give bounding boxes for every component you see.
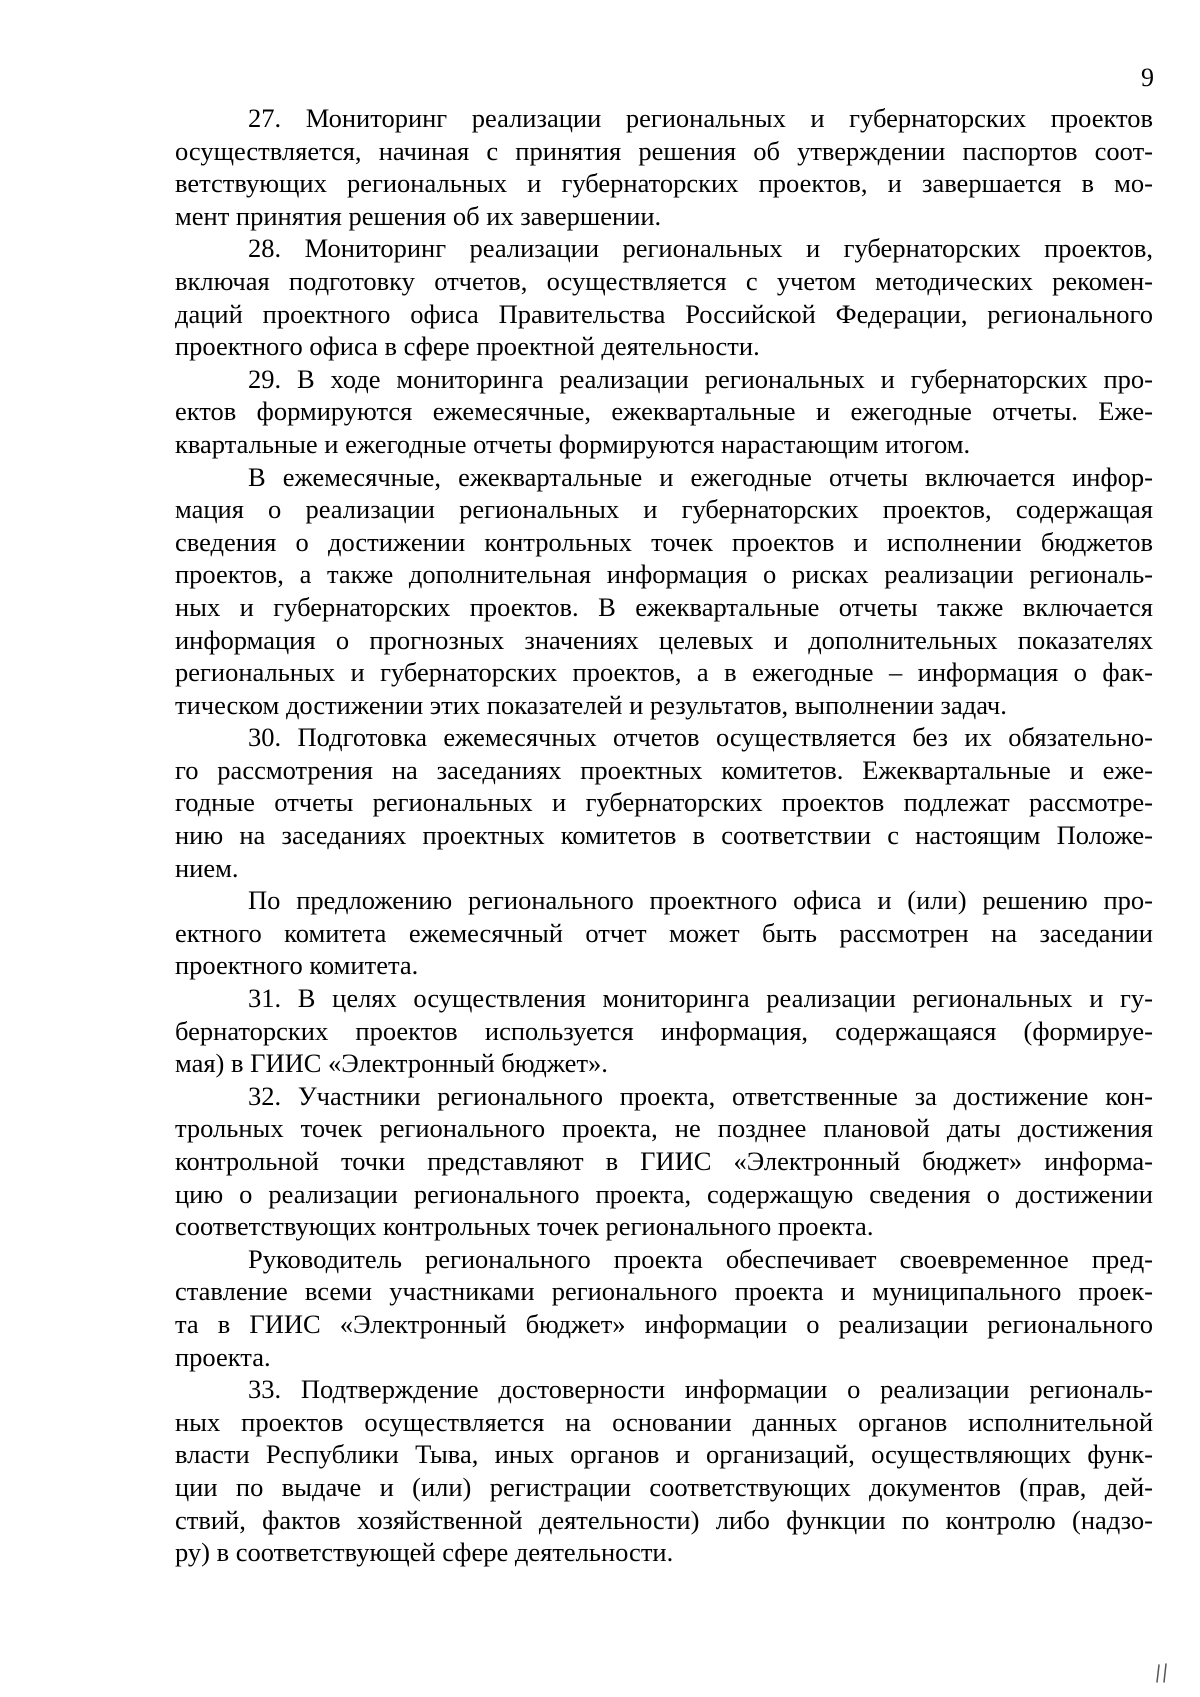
body-line: 33. Подтверждение достоверности информации о реализации региональ- bbox=[248, 1374, 1153, 1405]
body-line: проектного комитета. bbox=[175, 950, 419, 981]
body-line: Руководитель регионального проекта обеспечивает своевременное пред- bbox=[248, 1243, 1153, 1274]
body-line: включая подготовку отчетов, осуществляется с учетом методических рекомен- bbox=[175, 265, 1153, 296]
body-line: ектов формируются ежемесячные, ежеквартальные и ежегодные отчеты. Еже- bbox=[175, 396, 1153, 427]
body-line: По предложению регионального проектного офиса и (или) решению про- bbox=[248, 885, 1153, 916]
body-line: мая) в ГИИС «Электронный бюджет». bbox=[175, 1048, 608, 1079]
body-line: 28. Мониторинг реализации региональных и губернаторских проектов, bbox=[248, 233, 1153, 264]
body-line: информация о прогнозных значениях целевых и дополнительных показателях bbox=[175, 624, 1153, 655]
body-line: цию о реализации регионального проекта, содержащую сведения о достижении bbox=[175, 1178, 1153, 1209]
body-line: сведения о достижении контрольных точек проектов и исполнении бюджетов bbox=[175, 526, 1153, 557]
body-line: проектов, а также дополнительная информация о рисках реализации региональ- bbox=[175, 559, 1153, 590]
body-line: ставление всеми участниками регионального проекта и муниципального проек- bbox=[175, 1276, 1153, 1307]
body-line: проекта. bbox=[175, 1341, 271, 1372]
document-body bbox=[175, 102, 1153, 1569]
body-line: мация о реализации региональных и губернаторских проектов, содержащая bbox=[175, 494, 1153, 525]
body-line: мент принятия решения об их завершении. bbox=[175, 200, 662, 231]
body-line: власти Республики Тыва, иных органов и организаций, осуществляющих функ- bbox=[175, 1439, 1153, 1470]
body-line: 31. В целях осуществления мониторинга реализации региональных и гу- bbox=[248, 983, 1153, 1014]
body-line: ных и губернаторских проектов. В ежеквартальные отчеты также включается bbox=[175, 591, 1153, 622]
body-line: бернаторских проектов используется информация, содержащаяся (формируе- bbox=[175, 1015, 1153, 1046]
body-line: ветствующих региональных и губернаторских проектов, и завершается в мо- bbox=[175, 168, 1153, 199]
body-line: ру) в соответствующей сфере деятельности. bbox=[175, 1537, 674, 1568]
body-line: проектного офиса в сфере проектной деятельности. bbox=[175, 331, 760, 362]
page-number: 9 bbox=[1141, 63, 1154, 92]
body-line: даций проектного офиса Правительства Российской Федерации, регионального bbox=[175, 298, 1153, 329]
body-line: ных проектов осуществляется на основании данных органов исполнительной bbox=[175, 1406, 1153, 1437]
body-line: го рассмотрения на заседаниях проектных комитетов. Ежеквартальные и еже- bbox=[175, 754, 1153, 785]
body-line: 32. Участники регионального проекта, ответственные за достижение кон- bbox=[248, 1080, 1153, 1111]
body-line: региональных и губернаторских проектов, а в ежегодные – информация о фак- bbox=[175, 657, 1153, 688]
body-line: соответствующих контрольных точек регионального проекта. bbox=[175, 1211, 874, 1242]
body-line: ектного комитета ежемесячный отчет может быть рассмотрен на заседании bbox=[175, 917, 1153, 948]
body-line: ции по выдаче и (или) регистрации соответствующих документов (прав, дей- bbox=[175, 1471, 1153, 1502]
body-line: квартальные и ежегодные отчеты формируются нарастающим итогом. bbox=[175, 428, 971, 459]
body-line: контрольной точки представляют в ГИИС «Электронный бюджет» информа- bbox=[175, 1146, 1153, 1176]
body-line: трольных точек регионального проекта, не позднее плановой даты достижения bbox=[175, 1113, 1153, 1144]
body-line: та в ГИИС «Электронный бюджет» информации о реализации регионального bbox=[175, 1308, 1153, 1339]
body-line: тическом достижении этих показателей и результатов, выполнении задач. bbox=[175, 689, 1007, 720]
body-line: осуществляется, начиная с принятия решения об утверждении паспортов соот- bbox=[175, 135, 1153, 166]
body-line: 27. Мониторинг реализации региональных и губернаторских проектов bbox=[248, 103, 1153, 133]
body-line: 30. Подготовка ежемесячных отчетов осуществляется без их обязательно- bbox=[248, 722, 1153, 753]
body-line: нием. bbox=[175, 852, 239, 883]
body-line: нию на заседаниях проектных комитетов в соответствии с настоящим Положе- bbox=[175, 820, 1153, 851]
body-line: 29. В ходе мониторинга реализации региональных и губернаторских про- bbox=[248, 363, 1153, 394]
body-line: ствий, фактов хозяйственной деятельности) либо функции по контролю (надзо- bbox=[175, 1504, 1153, 1535]
handwritten-mark-icon bbox=[1155, 1662, 1175, 1686]
body-line: годные отчеты региональных и губернаторских проектов подлежат рассмотре- bbox=[175, 787, 1153, 818]
body-line: В ежемесячные, ежеквартальные и ежегодные отчеты включается инфор- bbox=[248, 461, 1153, 492]
